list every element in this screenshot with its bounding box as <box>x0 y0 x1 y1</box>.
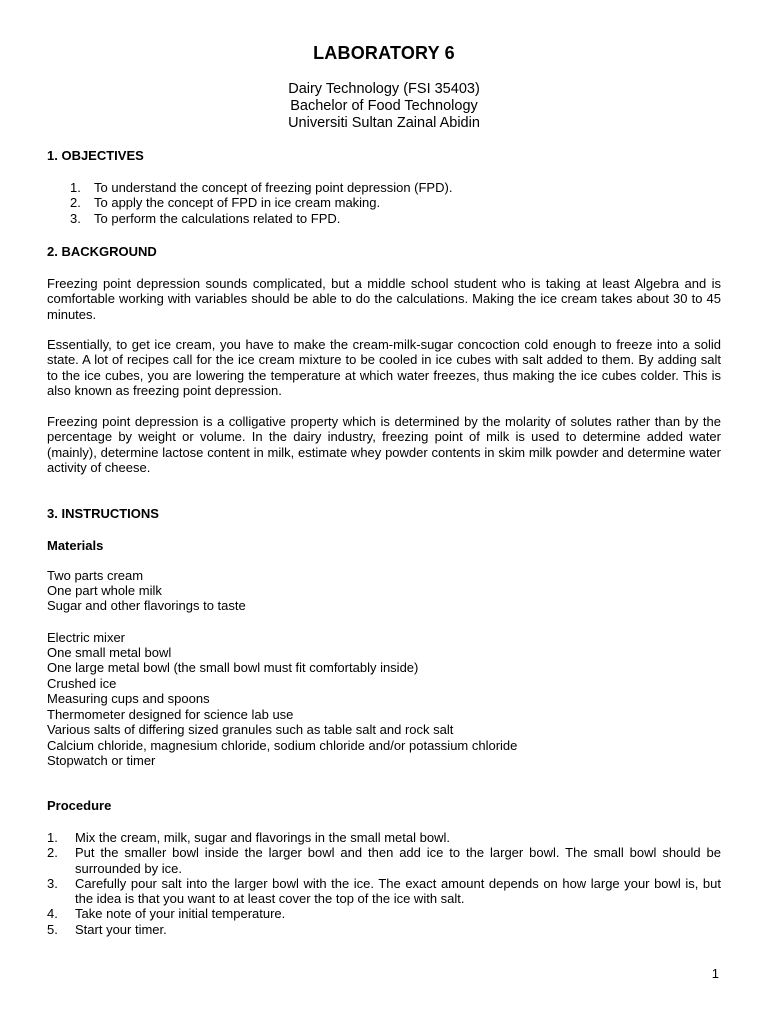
procedure-step-number: 3. <box>47 875 58 891</box>
course-name: Dairy Technology (FSI 35403) <box>288 81 480 97</box>
procedure-step <box>47 922 721 937</box>
procedure-list <box>47 830 721 937</box>
background-paragraph-2: Essentially, to get ice cream, you have to make the cream-milk-sugar concoction cold enough to freeze into a solid state. A lot of recipes call for the ice cream mixture to be cooled in ice cubes with salt added to them. By adding salt to the ice cubes, you are lowering the temperature at which water freezes, thus making the ice cubes colder. This is also known as freezing point depression. <box>47 337 721 398</box>
objective-number: 2. <box>70 195 81 211</box>
procedure-step-number: 1. <box>47 830 58 845</box>
background-paragraph-3: Freezing point depression is a colligative property which is determined by the molarity of solutes rather than by the percentage by weight or volume. In the dairy industry, freezing point of milk is used to determine added water (mainly), determine lactose content in milk, estimate whey powder contents in skim milk powder and determine water activity of cheese. <box>47 414 721 475</box>
equipment-item: One small metal bowl <box>47 645 172 660</box>
objective-text: To perform the calculations related to FPD. <box>94 210 341 226</box>
procedure-step <box>47 876 721 907</box>
procedure-step-number: 5. <box>47 921 58 937</box>
instructions-heading: 3. INSTRUCTIONS <box>47 506 159 521</box>
objective-text: To understand the concept of freezing point depression (FPD). <box>94 180 453 195</box>
equipment-item: Stopwatch or timer <box>47 753 156 768</box>
equipment-item: Measuring cups and spoons <box>47 691 210 706</box>
university-name: Universiti Sultan Zainal Abidin <box>288 115 480 131</box>
objective-item <box>47 180 727 195</box>
procedure-step <box>47 830 721 845</box>
background-paragraph-1: Freezing point depression sounds complicated, but a middle school student who is taking at least Algebra and is comfortable working with variables should be able to do the calculations. Making the ice cream takes about 30 to 45 minutes. <box>47 276 721 322</box>
procedure-step <box>47 906 721 921</box>
procedure-step-text: Start your timer. <box>75 921 167 937</box>
objective-text: To apply the concept of FPD in ice cream making. <box>94 195 381 211</box>
procedure-step-text: Take note of your initial temperature. <box>75 906 286 922</box>
ingredient-item: One part whole milk <box>47 583 162 598</box>
procedure-step <box>47 845 721 876</box>
objectives-heading: 1. OBJECTIVES <box>47 148 144 163</box>
equipment-item: Crushed ice <box>47 676 117 691</box>
objectives-list <box>47 180 727 226</box>
objective-item <box>47 211 727 226</box>
equipment-item: Calcium chloride, magnesium chloride, sodium chloride and/or potassium chloride <box>47 738 518 753</box>
objective-item <box>47 195 727 210</box>
procedure-step-number: 4. <box>47 906 58 922</box>
objective-number: 1. <box>70 180 81 195</box>
page-number: 1 <box>711 966 719 981</box>
ingredient-item: Sugar and other flavorings to taste <box>47 598 246 613</box>
document-title: LABORATORY 6 <box>313 43 455 63</box>
equipment-item: Various salts of differing sized granules such as table salt and rock salt <box>47 722 454 737</box>
objective-number: 3. <box>70 210 81 226</box>
procedure-step-text: Put the smaller bowl inside the larger bowl and then add ice to the larger bowl. The small bowl should be surrounded by ice. <box>75 845 721 876</box>
procedure-step-text: Mix the cream, milk, sugar and flavorings in the small metal bowl. <box>75 830 450 845</box>
materials-heading: Materials <box>47 538 104 553</box>
procedure-heading: Procedure <box>47 798 112 813</box>
procedure-step-number: 2. <box>47 845 58 861</box>
procedure-step-text: Carefully pour salt into the larger bowl with the ice. The exact amount depends on how large your bowl is, but the idea is that you want to at least cover the top of the ice with salt. <box>75 875 721 907</box>
equipment-item: Electric mixer <box>47 630 126 645</box>
programme-name: Bachelor of Food Technology <box>290 98 478 114</box>
background-heading: 2. BACKGROUND <box>47 244 157 259</box>
equipment-item: Thermometer designed for science lab use <box>47 707 294 722</box>
equipment-item: One large metal bowl (the small bowl must fit comfortably inside) <box>47 660 419 675</box>
ingredient-item: Two parts cream <box>47 568 144 583</box>
